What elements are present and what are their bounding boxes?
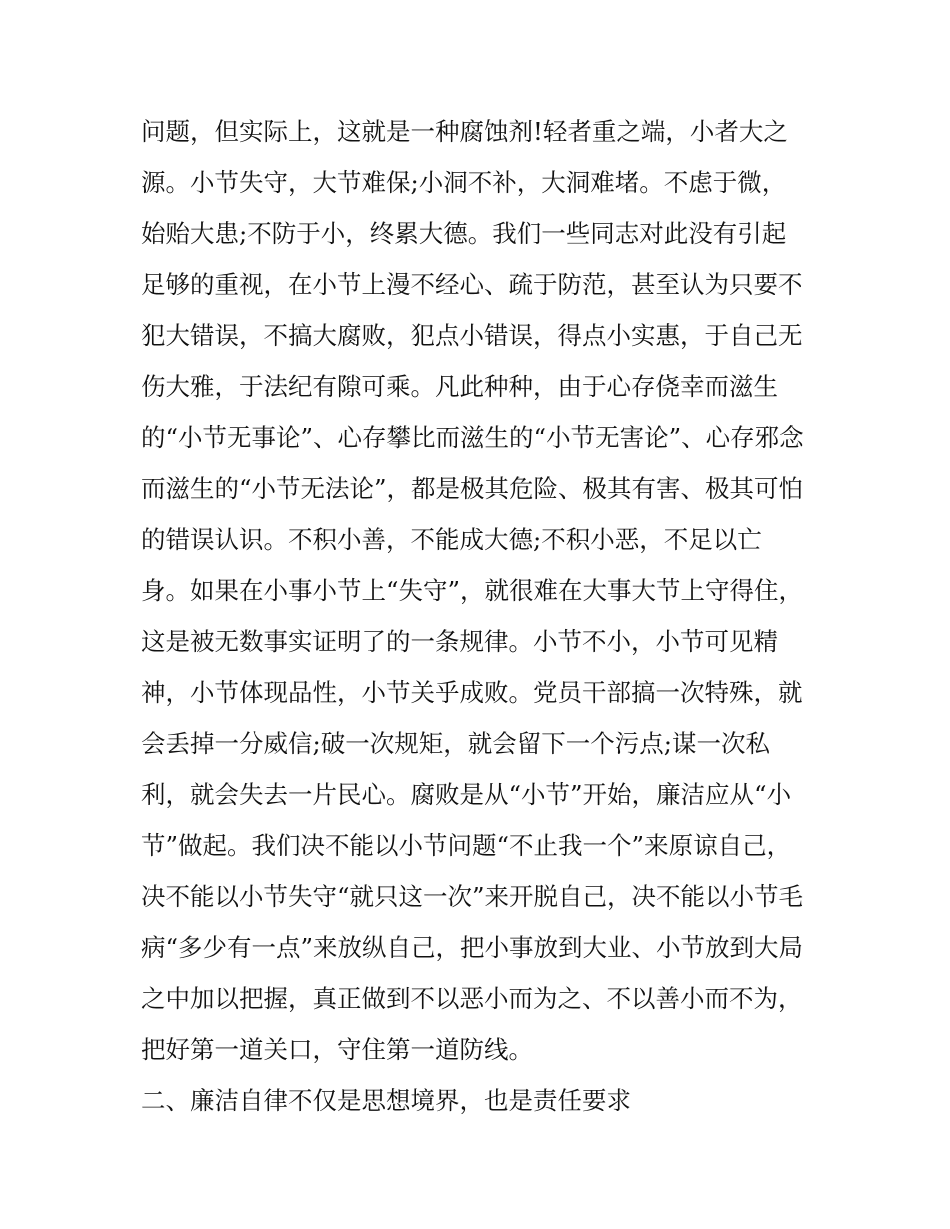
text-line: 而滋生的“小节无法论”，都是极其危险、极其有害、极其可怕 — [141, 474, 804, 503]
text-line: 的错误认识。不积小善，不能成大德;不积小恶，不足以亡 — [141, 525, 762, 554]
document-body — [141, 106, 821, 1126]
text-line: 利，就会失去一片民心。腐败是从“小节”开始，廉洁应从“小 — [141, 780, 792, 809]
text-line: 病“多少有一点”来放纵自己，把小事放到大业、小节放到大局 — [141, 933, 804, 962]
text-line: 的“小节无事论”、心存攀比而滋生的“小节无害论”、心存邪念 — [141, 423, 804, 452]
text-line: 犯大错误，不搞大腐败，犯点小错误，得点小实惠，于自己无 — [141, 321, 803, 350]
text-line: 伤大雅，于法纪有隙可乘。凡此种种，由于心存侥幸而滋生 — [141, 372, 778, 401]
text-line: 源。小节失守，大节难保;小洞不补，大洞难堵。不虑于微， — [141, 168, 787, 197]
text-line: 问题，但实际上，这就是一种腐蚀剂!轻者重之端，小者大之 — [141, 117, 788, 146]
text-line: 决不能以小节失守“就只这一次”来开脱自己，决不能以小节毛 — [141, 882, 804, 911]
text-line: 足够的重视，在小节上漫不经心、疏于防范，甚至认为只要不 — [141, 270, 803, 299]
text-line: 节”做起。我们决不能以小节问题“不止我一个”来原谅自己， — [141, 831, 792, 860]
text-line: 会丢掉一分威信;破一次规矩，就会留下一个污点;谋一次私 — [141, 729, 771, 758]
text-line: 始贻大患;不防于小，终累大德。我们一些同志对此没有引起 — [141, 219, 787, 248]
text-line: 这是被无数事实证明了的一条规律。小节不小，小节可见精 — [141, 627, 778, 656]
text-line: 身。如果在小事小节上“失守”，就很难在大事大节上守得住， — [141, 576, 804, 605]
text-line: 神，小节体现品性，小节关乎成败。党员干部搞一次特殊，就 — [141, 678, 803, 707]
section-heading: 二、廉洁自律不仅是思想境界，也是责任要求 — [141, 1086, 631, 1115]
text-line: 之中加以把握，真正做到不以恶小而为之、不以善小而不为， — [141, 984, 803, 1013]
text-line: 把好第一道关口，守住第一道防线。 — [141, 1035, 533, 1064]
